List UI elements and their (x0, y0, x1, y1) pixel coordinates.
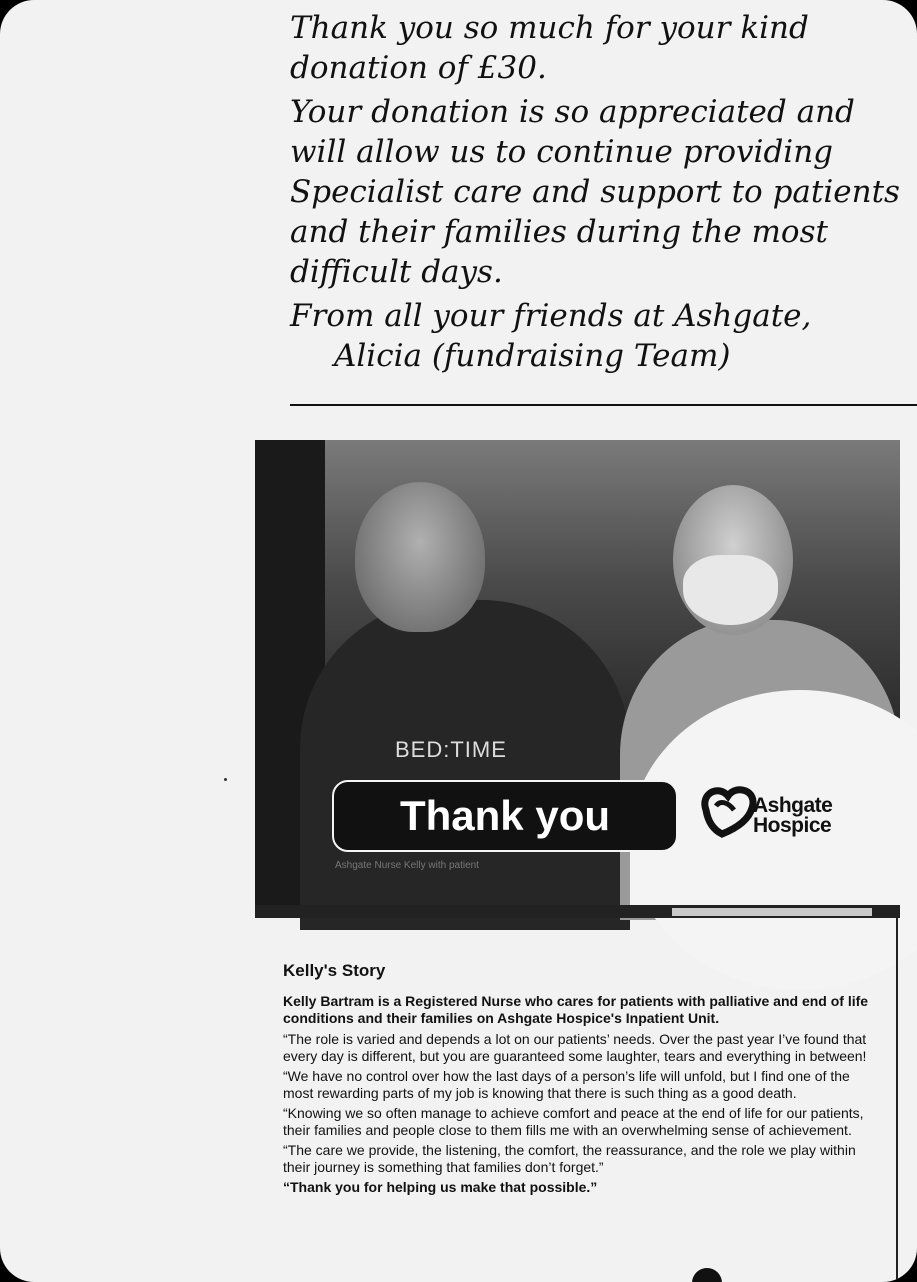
story-intro: Kelly Bartram is a Registered Nurse who cares for patients with palliative and end of life conditions and their families on Ashgate Hospice's Inpatient Unit. (283, 993, 869, 1026)
note-paragraph-1 (290, 8, 917, 88)
photo-caption: Ashgate Nurse Kelly with patient (335, 860, 479, 871)
logo-line-1: Ashgate (753, 794, 833, 817)
logo-line-2: Hospice (753, 814, 832, 837)
story-closing: “Thank you for helping us make that possible.” (283, 1179, 598, 1195)
note-line: will allow us to continue providing (290, 134, 834, 170)
scan-speck (224, 778, 227, 781)
note-line: Thank you so much for your kind (290, 10, 809, 46)
note-line: Specialist care and support to patients (290, 174, 900, 210)
page-bottom-mark (692, 1268, 722, 1282)
note-paragraph-2 (290, 92, 917, 292)
hospice-logo-text (753, 796, 832, 836)
note-signature: Alicia (fundraising Team) (334, 338, 731, 374)
card-right-edge (896, 910, 898, 1282)
note-paragraph-3 (290, 296, 917, 376)
note-line: From all your friends at Ashgate, (290, 298, 812, 334)
story-quote: “The role is varied and depends a lot on our patients’ needs. Over the past year I’ve found that every day is different, but you are guaranteed some laughter, tears and everything in between! (283, 1031, 867, 1064)
card-bottom-highlight (672, 908, 872, 916)
story-title: Kelly's Story (283, 961, 386, 980)
patient-figure-head (355, 482, 485, 632)
face-mask (683, 555, 778, 625)
story-quote: “Knowing we so often manage to achieve comfort and peace at the end of life for our patients, their families and people close to them fills me with an overwhelming sense of achievement. (283, 1105, 864, 1138)
note-line: and their families during the most (290, 214, 828, 250)
note-line: difficult days. (290, 254, 503, 290)
story-quote: “We have no control over how the last days of a person’s life will unfold, but I find one of the most rewarding parts of my job is knowing that there is such thing as a good death. (283, 1068, 850, 1101)
note-divider (290, 404, 917, 406)
story-section (283, 961, 883, 1200)
note-line: Your donation is so appreciated and (290, 94, 855, 130)
story-quote: “The care we provide, the listening, the comfort, the reassurance, and the role we play within their journey is something that families don’t forget.” (283, 1142, 856, 1175)
thank-you-banner: Thank you (332, 780, 678, 852)
note-line: donation of £30. (290, 50, 547, 86)
handwritten-note (290, 8, 917, 380)
patient-figure-body (300, 600, 630, 930)
shirt-print: BED:TIME (395, 737, 507, 762)
